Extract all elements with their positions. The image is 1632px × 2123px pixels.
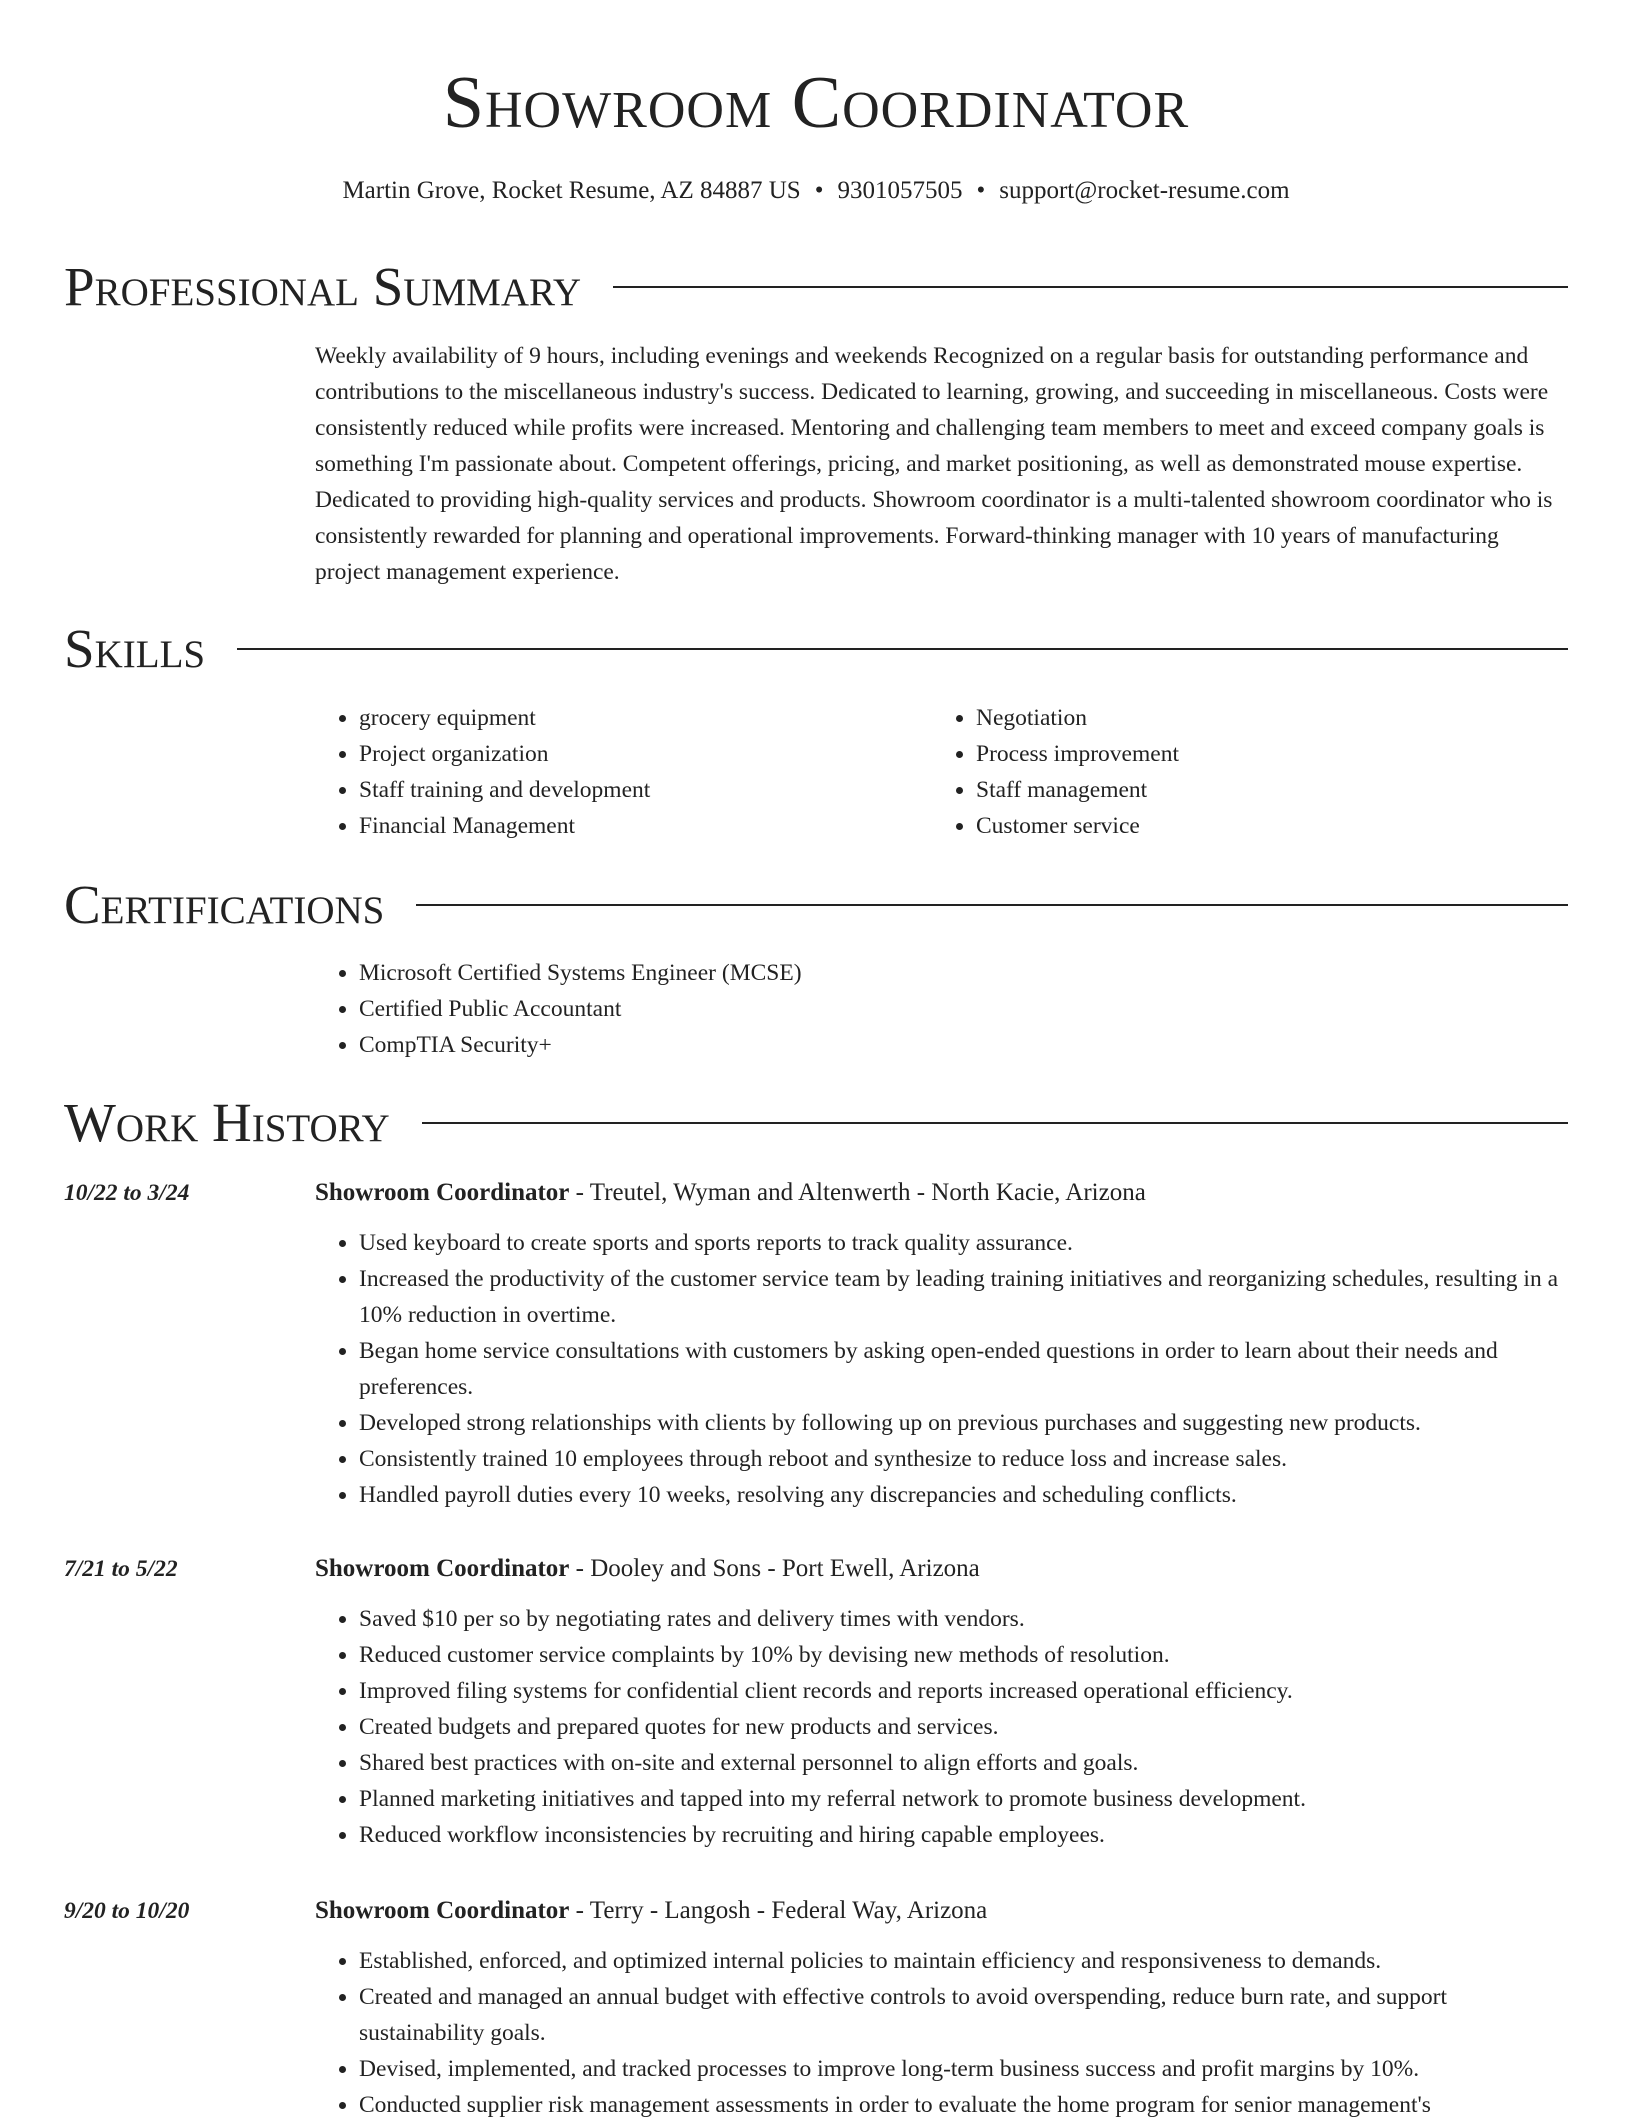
job-heading [315,1551,1568,1587]
section-divider [237,648,1568,650]
section-divider [416,904,1568,906]
list-item: • Reduced workflow inconsistencies by recruiting and hiring capable employees. [359,1817,1568,1853]
list-item: • Developed strong relationships with clients by following up on previous purchases and suggesting new products. [359,1405,1568,1441]
section-heading: Skills [64,618,206,679]
job-role: Showroom Coordinator [315,1897,570,1924]
job-bullets [315,1601,1568,1853]
list-item: • Planned marketing initiatives and tapped into my referral network to promote business development. [359,1781,1568,1817]
section-title-certifications [64,872,1568,938]
list-item: • Certified Public Accountant [359,991,1568,1027]
job-heading [315,1893,1568,1929]
section-heading: Work History [64,1092,390,1153]
skills-column-right [932,700,1549,844]
job-dates: 10/22 to 3/24 [64,1180,190,1206]
certifications-list [315,955,1568,1063]
list-item: • Saved $10 per so by negotiating rates and delivery times with vendors. [359,1601,1568,1637]
section-title-work-history [64,1090,1568,1156]
section-heading: Certifications [64,874,385,935]
contact-separator: • [814,177,824,204]
list-item: • Shared best practices with on-site and external personnel to align efforts and goals. [359,1745,1568,1781]
list-item: • Project organization [359,736,932,772]
list-item: • Process improvement [976,736,1549,772]
list-item: • Financial Management [359,808,932,844]
job-dates: 7/21 to 5/22 [64,1556,178,1582]
section-divider [613,286,1568,288]
candidate-name: Showroom Coordinator [442,62,1190,144]
job-heading [315,1175,1568,1211]
list-item: • Created budgets and prepared quotes for new products and services. [359,1709,1568,1745]
summary-text: Weekly availability of 9 hours, including evenings and weekends Recognized on a regular basis for outstanding performance and contributions to the miscellaneous industry's success. Dedicated to learning, growing, and succeeding in miscellaneous. Costs were consistently reduced while profits were increased. Mentoring and challenging team members to meet and exceed company goals is something I'm passionate about. Competent offerings, pricing, and market positioning, as well as demonstrated mouse expertise. Dedicated to providing high-quality services and products. Showroom coordinator is a multi-talented showroom coordinator who is consistently rewarded for planning and operational improvements. Forward-thinking manager with 10 years of manufacturing project management experience. [315,343,1553,585]
list-item: • Reduced customer service complaints by 10% by devising new methods of resolution. [359,1637,1568,1673]
skills-list [315,700,1568,844]
list-item: • Improved filing systems for confidential client records and reports increased operational efficiency. [359,1673,1568,1709]
job-bullets [315,1943,1568,2123]
list-item: • Created and managed an annual budget with effective controls to avoid overspending, reduce burn rate, and support sustainability goals. [359,1979,1568,2051]
contact-line [0,174,1632,208]
section-title-summary [64,254,1568,320]
list-item: • Handled payroll duties every 10 weeks, resolving any discrepancies and scheduling conflicts. [359,1477,1568,1513]
contact-email: support@rocket-resume.com [999,177,1290,204]
job-bullets [315,1225,1568,1513]
list-item: • Staff training and development [359,772,932,808]
list-item: • Began home service consultations with customers by asking open-ended questions in order to learn about their needs and preferences. [359,1333,1568,1405]
list-item: • Customer service [976,808,1549,844]
job-role: Showroom Coordinator [315,1179,570,1206]
list-item: • Negotiation [976,700,1549,736]
job-dates: 9/20 to 10/20 [64,1898,190,1924]
list-item: • Devised, implemented, and tracked processes to improve long-term business success and profit margins by 10%. [359,2051,1568,2087]
list-item: • Staff management [976,772,1549,808]
section-title-skills [64,616,1568,682]
list-item: • Conducted supplier risk management assessments in order to evaluate the home program for senior management's [359,2087,1568,2123]
list-item: • Increased the productivity of the customer service team by leading training initiatives and reorganizing schedules, resulting in a 10% reduction in overtime. [359,1261,1568,1333]
contact-phone: 9301057505 [837,177,963,204]
list-item: • Consistently trained 10 employees through reboot and synthesize to reduce loss and increase sales. [359,1441,1568,1477]
job-employer: - Dooley and Sons - Port Ewell, Arizona [569,1555,980,1582]
list-item: • CompTIA Security+ [359,1027,1568,1063]
job-employer: - Treutel, Wyman and Altenwerth - North Kacie, Arizona [569,1179,1146,1206]
contact-address: Martin Grove, Rocket Resume, AZ 84887 US [342,177,801,204]
list-item: • grocery equipment [359,700,932,736]
list-item: • Microsoft Certified Systems Engineer (MCSE) [359,955,1568,991]
skills-column-left [315,700,932,844]
section-divider [422,1122,1568,1124]
job-role: Showroom Coordinator [315,1555,570,1582]
section-heading: Professional Summary [64,256,582,317]
contact-separator: • [976,177,986,204]
list-item: • Used keyboard to create sports and sports reports to track quality assurance. [359,1225,1568,1261]
job-employer: - Terry - Langosh - Federal Way, Arizona [569,1897,988,1924]
list-item: • Established, enforced, and optimized internal policies to maintain efficiency and responsiveness to demands. [359,1943,1568,1979]
